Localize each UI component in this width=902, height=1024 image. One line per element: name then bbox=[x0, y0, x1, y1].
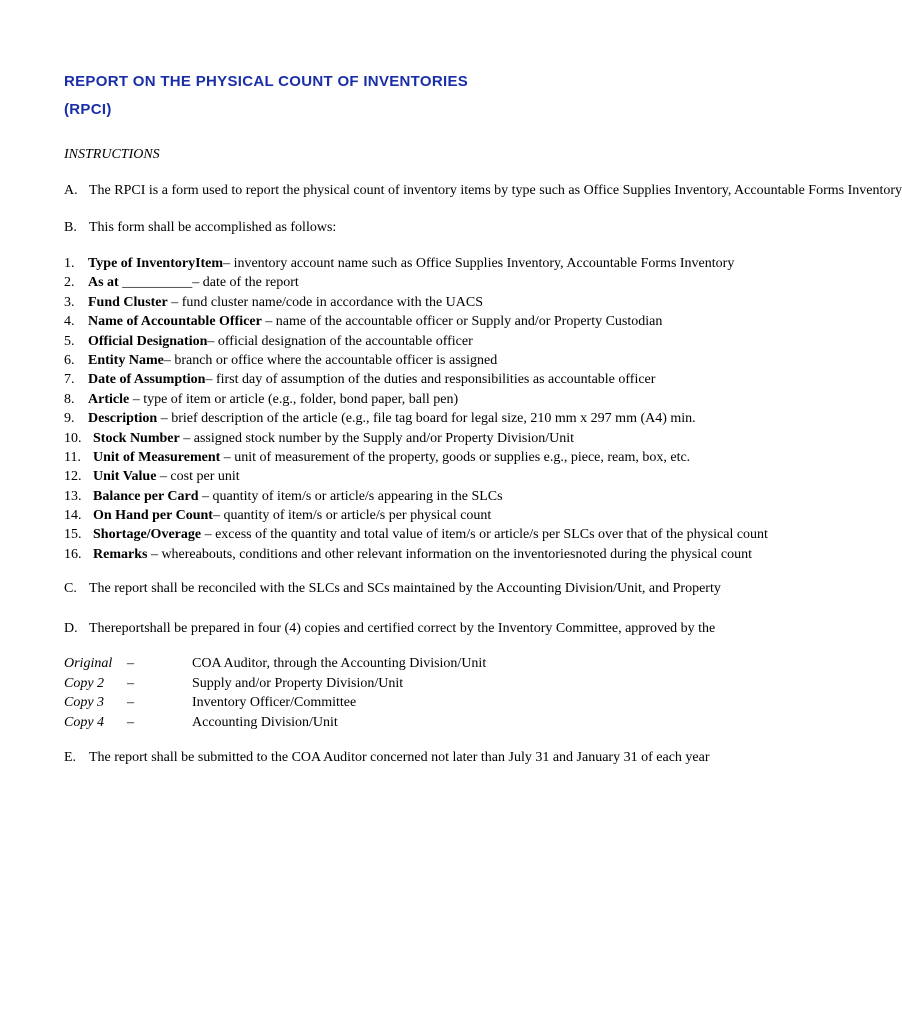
copy-row bbox=[64, 713, 486, 733]
paragraph-letter: B. bbox=[64, 220, 77, 235]
item-number: 13. bbox=[64, 488, 82, 504]
item-number: 2. bbox=[64, 275, 75, 291]
list-item bbox=[64, 525, 768, 544]
item-description: – unit of measurement of the property, goods or supplies e.g., piece, ream, box, etc. bbox=[220, 449, 691, 465]
item-term: Type of InventoryItem bbox=[88, 256, 224, 271]
copy-row bbox=[64, 693, 486, 713]
copy-dash: – bbox=[127, 714, 134, 730]
item-number: 8. bbox=[64, 391, 75, 407]
item-term: On Hand per Count bbox=[93, 508, 213, 524]
report-title: REPORT ON THE PHYSICAL COUNT OF INVENTORIES bbox=[64, 73, 469, 90]
copy-row bbox=[64, 674, 486, 694]
list-item bbox=[64, 409, 768, 428]
item-description: – type of item or article (e.g., folder, bond paper, ball pen) bbox=[129, 391, 459, 407]
paragraph-text: Thereportshall be prepared in four (4) copies and certified correct by the Inventory Committee, approved by the bbox=[89, 621, 716, 636]
paragraph-letter: A. bbox=[64, 183, 78, 198]
item-description: – excess of the quantity and total value of item/s or article/s per SLCs over that of the physical count bbox=[201, 527, 768, 543]
list-item bbox=[64, 506, 768, 525]
list-item bbox=[64, 254, 768, 273]
item-number: 4. bbox=[64, 314, 75, 330]
item-description: – quantity of item/s or article/s per physical count bbox=[212, 508, 492, 524]
item-term: Name of Accountable Officer bbox=[88, 314, 262, 330]
item-number: 5. bbox=[64, 333, 75, 349]
paragraph-a bbox=[64, 183, 902, 199]
paragraph-text: The report shall be submitted to the COA Auditor concerned not later than July 31 and January 31 of each year bbox=[89, 750, 710, 765]
copy-destination: Inventory Officer/Committee bbox=[192, 695, 357, 711]
item-description: – branch or office where the accountable officer is assigned bbox=[163, 352, 498, 368]
copy-label: Copy 2 bbox=[64, 675, 105, 691]
item-description: __________– date of the report bbox=[118, 275, 299, 291]
paragraph-letter: D. bbox=[64, 621, 78, 636]
paragraph-c bbox=[64, 581, 721, 597]
item-term: As at bbox=[88, 275, 119, 291]
item-description: – brief description of the article (e.g., file tag board for legal size, 210 mm x 297 mm (A4) min. bbox=[157, 411, 696, 427]
item-term: Unit of Measurement bbox=[93, 449, 221, 465]
list-item bbox=[64, 273, 768, 292]
item-number: 16. bbox=[64, 546, 82, 562]
item-number: 6. bbox=[64, 352, 75, 368]
copy-dash: – bbox=[127, 675, 134, 691]
field-instructions-list bbox=[64, 254, 768, 564]
list-item bbox=[64, 467, 768, 486]
instructions-heading: INSTRUCTIONS bbox=[64, 147, 160, 162]
item-number: 7. bbox=[64, 372, 75, 388]
list-item bbox=[64, 487, 768, 506]
item-description: – quantity of item/s or article/s appearing in the SLCs bbox=[198, 488, 503, 504]
list-item bbox=[64, 312, 768, 331]
paragraph-letter: E. bbox=[64, 750, 77, 765]
list-item bbox=[64, 448, 768, 467]
report-acronym: (RPCI) bbox=[64, 101, 112, 118]
item-description: – fund cluster name/code in accordance with the UACS bbox=[167, 294, 484, 310]
paragraph-e bbox=[64, 750, 710, 766]
item-description: – whereabouts, conditions and other relevant information on the inventoriesnoted during the physical count bbox=[147, 546, 753, 562]
item-number: 3. bbox=[64, 294, 75, 310]
item-description: – cost per unit bbox=[156, 469, 240, 485]
paragraph-text: The report shall be reconciled with the SLCs and SCs maintained by the Accounting Division/Unit, and Property bbox=[89, 581, 721, 596]
item-term: Remarks bbox=[93, 546, 148, 562]
item-description: – first day of assumption of the duties and responsibilities as accountable officer bbox=[205, 372, 656, 388]
item-term: Shortage/Overage bbox=[93, 527, 202, 543]
item-term: Stock Number bbox=[93, 430, 180, 446]
item-term: Entity Name bbox=[88, 352, 164, 368]
copy-destination: Supply and/or Property Division/Unit bbox=[192, 675, 404, 691]
copy-distribution-list bbox=[64, 654, 486, 732]
paragraph-d bbox=[64, 621, 715, 637]
item-term: Fund Cluster bbox=[88, 294, 168, 310]
copy-label: Copy 3 bbox=[64, 695, 105, 711]
copy-row bbox=[64, 654, 486, 674]
item-number: 12. bbox=[64, 469, 82, 485]
item-term: Unit Value bbox=[93, 469, 157, 485]
item-description: – assigned stock number by the Supply and/or Property Division/Unit bbox=[179, 430, 575, 446]
item-description: – name of the accountable officer or Supply and/or Property Custodian bbox=[261, 314, 663, 330]
item-number: 1. bbox=[64, 256, 75, 271]
list-item bbox=[64, 370, 768, 389]
copy-dash: – bbox=[127, 656, 134, 671]
copy-destination: Accounting Division/Unit bbox=[192, 714, 338, 730]
item-term: Date of Assumption bbox=[88, 372, 206, 388]
paragraph-b bbox=[64, 220, 336, 236]
copy-label: Original bbox=[64, 656, 113, 671]
item-term: Official Designation bbox=[88, 333, 208, 349]
copy-destination: COA Auditor, through the Accounting Division/Unit bbox=[192, 656, 487, 671]
paragraph-letter: C. bbox=[64, 581, 77, 596]
item-description: – official designation of the accountable officer bbox=[207, 333, 473, 349]
list-item bbox=[64, 351, 768, 370]
item-description: – inventory account name such as Office Supplies Inventory, Accountable Forms Inventory bbox=[223, 256, 735, 271]
item-number: 14. bbox=[64, 508, 82, 524]
item-number: 15. bbox=[64, 527, 82, 543]
paragraph-text: The RPCI is a form used to report the physical count of inventory items by type such as Office Supplies Inventory, Accountable Forms Inventory bbox=[89, 183, 902, 198]
list-item bbox=[64, 293, 768, 312]
copy-dash: – bbox=[127, 695, 134, 711]
paragraph-text: This form shall be accomplished as follows: bbox=[89, 220, 337, 235]
copy-label: Copy 4 bbox=[64, 714, 105, 730]
list-item bbox=[64, 390, 768, 409]
item-term: Article bbox=[88, 391, 130, 407]
item-term: Description bbox=[88, 411, 158, 427]
item-number: 9. bbox=[64, 411, 75, 427]
item-number: 10. bbox=[64, 430, 82, 446]
list-item bbox=[64, 545, 768, 564]
list-item bbox=[64, 429, 768, 448]
item-term: Balance per Card bbox=[93, 488, 199, 504]
item-number: 11. bbox=[64, 449, 81, 465]
list-item bbox=[64, 332, 768, 351]
